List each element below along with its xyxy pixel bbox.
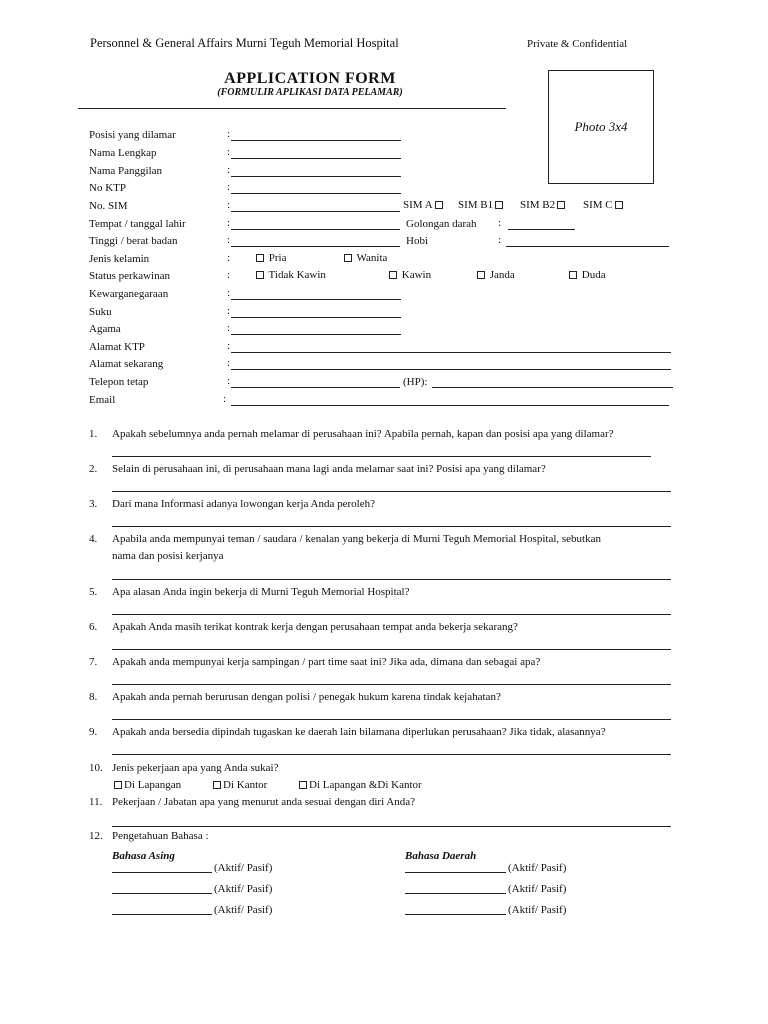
field-label-ttl: Tempat / tanggal lahir: [89, 218, 186, 230]
checkbox-icon[interactable]: [389, 271, 397, 279]
checkbox-icon[interactable]: [213, 781, 221, 789]
field-label-nama_lengkap: Nama Lengkap: [89, 147, 157, 159]
input-hp[interactable]: [432, 387, 673, 388]
field-label-posisi: Posisi yang dilamar: [89, 129, 176, 141]
question-number-8: 8.: [89, 691, 98, 703]
colon-tinggi: :: [227, 234, 231, 246]
checkbox-icon[interactable]: [435, 201, 443, 209]
input-alamat_ktp[interactable]: [231, 352, 671, 353]
colon-golongan: :: [498, 217, 502, 229]
colon-alamat_ktp: :: [227, 340, 231, 352]
question-text-10: Jenis pekerjaan apa yang Anda sukai?: [112, 762, 279, 774]
option-label: Duda: [579, 269, 606, 281]
colon-agama: :: [227, 322, 231, 334]
option-label: Janda: [487, 269, 515, 281]
question-number-11: 11.: [89, 796, 103, 808]
input-bahasa-asing-2[interactable]: [112, 914, 212, 915]
sim-option-3[interactable]: [583, 199, 625, 211]
marital-option-3[interactable]: [567, 269, 606, 281]
option-label: SIM C: [583, 199, 613, 211]
question-text-4-cont: nama dan posisi kerjanya: [112, 550, 224, 562]
colon-posisi: :: [227, 128, 231, 140]
field-label-status: Status perkawinan: [89, 270, 170, 282]
colon-alamat_sekarang: :: [227, 357, 231, 369]
checkbox-icon[interactable]: [557, 201, 565, 209]
job-type-1[interactable]: [211, 779, 267, 791]
input-bahasa-daerah-2[interactable]: [405, 914, 506, 915]
input-agama[interactable]: [231, 334, 401, 335]
input-nama_lengkap[interactable]: [231, 158, 401, 159]
question-text-9: Apakah anda bersedia dipindah tugaskan ke daerah lain bilamana diperlukan perusahaan? Jika tidak, alasannya?: [112, 726, 606, 738]
input-hobi[interactable]: [506, 246, 669, 247]
field-label-tinggi: Tinggi / berat badan: [89, 235, 178, 247]
photo-label: Photo 3x4: [574, 119, 628, 134]
option-label: Di Kantor: [223, 779, 268, 791]
question-number-6: 6.: [89, 621, 98, 633]
answer-line-2[interactable]: [112, 491, 671, 492]
option-label: SIM B1: [458, 199, 494, 211]
question-text-11: Pekerjaan / Jabatan apa yang menurut anda sesuai dengan diri Anda?: [112, 796, 415, 808]
question-number-7: 7.: [89, 656, 98, 668]
colon-nama_panggilan: :: [227, 164, 231, 176]
daerah-level-0: (Aktif/ Pasif): [508, 862, 567, 874]
colon-nama_lengkap: :: [227, 146, 231, 158]
answer-line-1[interactable]: [112, 456, 651, 457]
form-subtitle: (FORMULIR APLIKASI DATA PELAMAR): [217, 87, 403, 98]
answer-line-9[interactable]: [112, 754, 671, 755]
field-label-jenis_kelamin: Jenis kelamin: [89, 253, 150, 265]
option-label: Pria: [266, 252, 287, 264]
question-text-6: Apakah Anda masih terikat kontrak kerja dengan perusahaan tempat anda bekerja sekarang?: [112, 621, 518, 633]
input-nama_panggilan[interactable]: [231, 176, 401, 177]
title-rule: [78, 108, 506, 109]
checkbox-icon[interactable]: [615, 201, 623, 209]
colon-status: :: [227, 269, 231, 281]
answer-line-5[interactable]: [112, 614, 671, 615]
answer-line-11[interactable]: [112, 826, 671, 827]
question-text-7: Apakah anda mempunyai kerja sampingan / part time saat ini? Jika ada, dimana dan sebagai apa?: [112, 656, 541, 668]
input-bahasa-asing-0[interactable]: [112, 872, 212, 873]
form-title: APPLICATION FORM: [224, 70, 396, 87]
input-posisi[interactable]: [231, 140, 401, 141]
field-label-agama: Agama: [89, 323, 121, 335]
field-label-nama_panggilan: Nama Panggilan: [89, 165, 163, 177]
colon-no_ktp: :: [227, 181, 231, 193]
answer-line-4[interactable]: [112, 579, 671, 580]
job-type-0[interactable]: [112, 779, 181, 791]
input-no_sim[interactable]: [231, 211, 400, 212]
field-label-email: Email: [89, 394, 116, 406]
field-label-no_sim: No. SIM: [89, 200, 128, 212]
field-label-suku: Suku: [89, 306, 112, 318]
question-number-4: 4.: [89, 533, 98, 545]
question-number-3: 3.: [89, 498, 98, 510]
input-bahasa-daerah-1[interactable]: [405, 893, 506, 894]
checkbox-icon[interactable]: [256, 254, 264, 262]
answer-line-8[interactable]: [112, 719, 671, 720]
checkbox-icon[interactable]: [495, 201, 503, 209]
field-label-telepon: Telepon tetap: [89, 376, 149, 388]
question-number-1: 1.: [89, 428, 98, 440]
daerah-level-1: (Aktif/ Pasif): [508, 883, 567, 895]
input-bahasa-daerah-0[interactable]: [405, 872, 506, 873]
input-email[interactable]: [231, 405, 669, 406]
label-bahasa-daerah: Bahasa Daerah: [405, 850, 477, 862]
input-kewarganegaraan[interactable]: [231, 299, 401, 300]
option-label: Tidak Kawin: [266, 269, 326, 281]
answer-line-7[interactable]: [112, 684, 671, 685]
header-left: Personnel & General Affairs Murni Teguh Memorial Hospital: [90, 36, 399, 50]
input-bahasa-asing-1[interactable]: [112, 893, 212, 894]
answer-line-3[interactable]: [112, 526, 671, 527]
asing-level-2: (Aktif/ Pasif): [214, 904, 273, 916]
colon-email: :: [223, 393, 227, 405]
question-number-2: 2.: [89, 463, 98, 475]
input-tinggi[interactable]: [231, 246, 400, 247]
question-number-12: 12.: [89, 830, 103, 842]
asing-level-0: (Aktif/ Pasif): [214, 862, 273, 874]
option-label: Di Lapangan: [124, 779, 182, 791]
asing-level-1: (Aktif/ Pasif): [214, 883, 273, 895]
option-label: Kawin: [399, 269, 432, 281]
option-label: SIM B2: [520, 199, 556, 211]
header-right: Private & Confidential: [527, 38, 628, 50]
field-label-kewarganegaraan: Kewarganegaraan: [89, 288, 169, 300]
colon-kewarganegaraan: :: [227, 287, 231, 299]
question-text-2: Selain di perusahaan ini, di perusahaan mana lagi anda melamar saat ini? Posisi apa yang dilamar?: [112, 463, 546, 475]
question-number-5: 5.: [89, 586, 98, 598]
marital-option-0[interactable]: [254, 269, 326, 281]
input-ttl[interactable]: [231, 229, 400, 230]
checkbox-icon[interactable]: [569, 271, 577, 279]
question-text-5: Apa alasan Anda ingin bekerja di Murni Teguh Memorial Hospital?: [112, 586, 410, 598]
field-label-no_ktp: No KTP: [89, 182, 126, 194]
question-text-4: Apabila anda mempunyai teman / saudara / kenalan yang bekerja di Murni Teguh Memorial Hospital, sebutkan: [112, 533, 601, 545]
sim-option-0[interactable]: [403, 199, 445, 211]
sim-option-2[interactable]: [520, 199, 567, 211]
question-text-12: Pengetahuan Bahasa :: [112, 830, 209, 842]
question-text-1: Apakah sebelumnya anda pernah melamar di perusahaan ini? Apabila pernah, kapan dan posisi apa yang dilamar?: [112, 428, 614, 440]
input-telepon[interactable]: [231, 387, 400, 388]
checkbox-icon[interactable]: [344, 254, 352, 262]
marital-option-2[interactable]: [475, 269, 515, 281]
colon-telepon: :: [227, 375, 231, 387]
option-label: Di Lapangan &Di Kantor: [309, 779, 422, 791]
option-label: SIM A: [403, 199, 433, 211]
answer-line-6[interactable]: [112, 649, 671, 650]
colon-jenis_kelamin: :: [227, 252, 231, 264]
colon-ttl: :: [227, 217, 231, 229]
question-number-10: 10.: [89, 762, 103, 774]
colon-no_sim: :: [227, 199, 231, 211]
checkbox-icon[interactable]: [256, 271, 264, 279]
input-suku[interactable]: [231, 317, 401, 318]
label-hobi: Hobi: [406, 235, 428, 247]
input-golongan[interactable]: [508, 229, 575, 230]
question-text-3: Dari mana Informasi adanya lowongan kerja Anda peroleh?: [112, 498, 375, 510]
label-bahasa-asing: Bahasa Asing: [112, 850, 175, 862]
colon-suku: :: [227, 305, 231, 317]
label-golongan: Golongan darah: [406, 218, 477, 230]
input-no_ktp[interactable]: [231, 193, 401, 194]
field-label-alamat_sekarang: Alamat sekarang: [89, 358, 164, 370]
checkbox-icon[interactable]: [477, 271, 485, 279]
marital-option-1[interactable]: [387, 269, 431, 281]
question-text-8: Apakah anda pernah berurusan dengan polisi / penegak hukum karena tindak kejahatan?: [112, 691, 501, 703]
gender-wanita[interactable]: [342, 252, 387, 264]
checkbox-icon[interactable]: [299, 781, 307, 789]
colon-hobi: :: [498, 234, 502, 246]
daerah-level-2: (Aktif/ Pasif): [508, 904, 567, 916]
job-type-2[interactable]: [297, 779, 422, 791]
checkbox-icon[interactable]: [114, 781, 122, 789]
photo-box[interactable]: [548, 70, 654, 184]
field-label-alamat_ktp: Alamat KTP: [89, 341, 145, 353]
option-label: Wanita: [354, 252, 388, 264]
input-alamat_sekarang[interactable]: [231, 369, 671, 370]
sim-option-1[interactable]: [458, 199, 505, 211]
question-number-9: 9.: [89, 726, 98, 738]
label-hp: (HP):: [403, 376, 428, 388]
gender-pria[interactable]: [254, 252, 286, 264]
